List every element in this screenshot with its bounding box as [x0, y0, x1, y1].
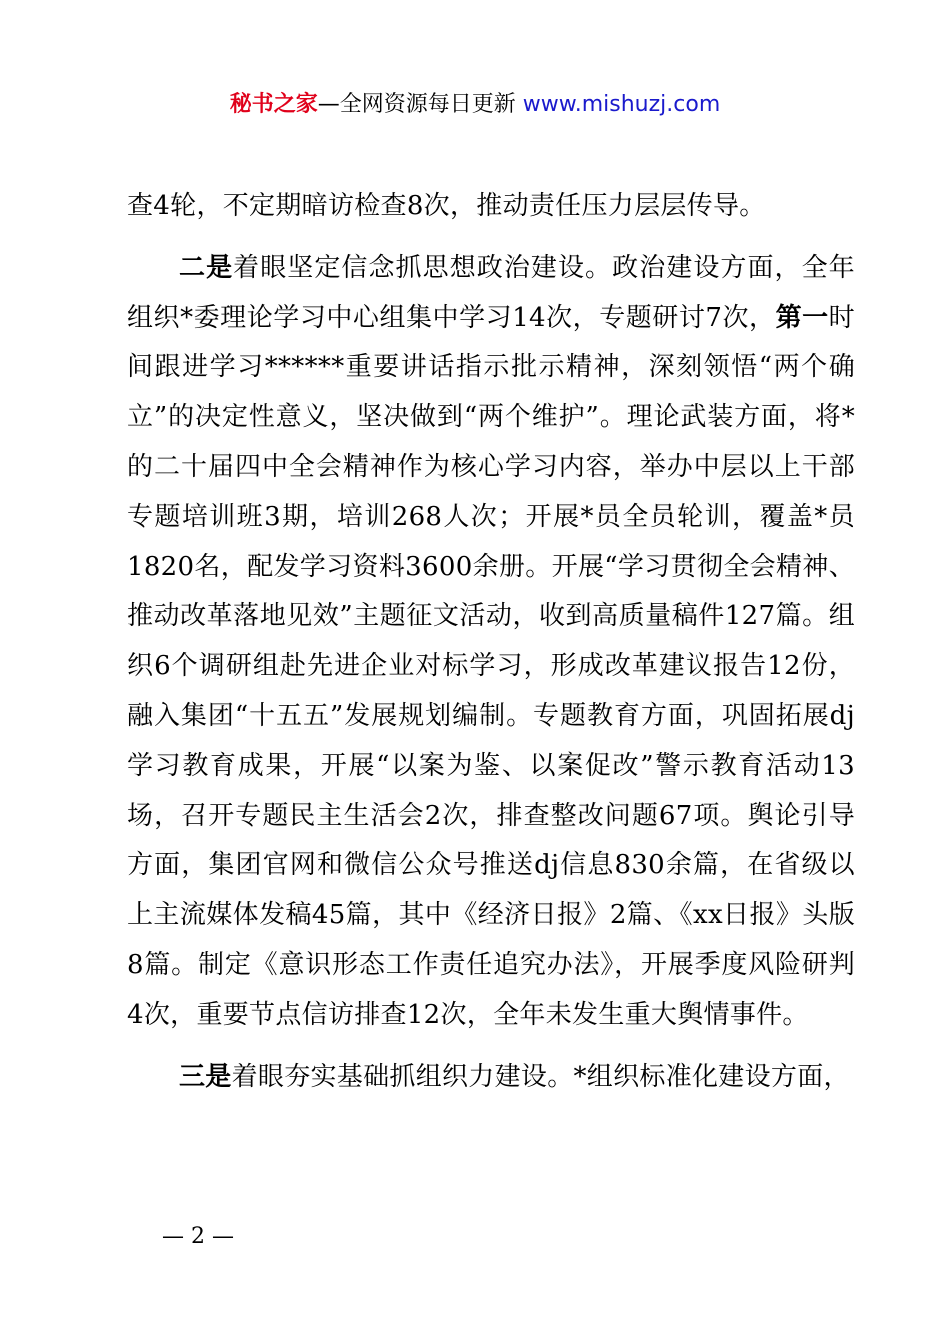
paragraph-ideological-building [127, 244, 855, 1041]
site-tagline: —全网资源每日更新 [317, 92, 523, 117]
site-url-link[interactable]: www.mishuzj.com [522, 92, 721, 117]
site-header [0, 88, 950, 122]
paragraph-continuation-text: 查4轮，不定期暗访检查8次，推动责任压力层层传导。 [127, 191, 766, 221]
paragraph-text-a: 着眼坚定信念抓思想政治建设。政治建设方面，全年组织*委理论学习中心组集中学习14次，专题研讨7次， [127, 252, 855, 333]
paragraph-text-c: 着眼夯实基础抓组织力建设。*组织标准化建设方面， [231, 1061, 850, 1092]
paragraph-continuation [127, 182, 855, 232]
page-number: — 2 — [162, 1224, 234, 1249]
paragraph-lead-second: 二是 [179, 252, 234, 283]
paragraph-organization-building [127, 1053, 855, 1103]
paragraph-bold-first: 第一 [775, 302, 829, 333]
site-brand: 秘书之家 [229, 92, 318, 117]
document-body [127, 182, 855, 1102]
paragraph-text-b: 时间跟进学习******重要讲话指示批示精神，深刻领悟“两个确立”的决定性意义，坚决做到“两个维护”。理论武装方面，将*的二十届四中全会精神作为核心学习内容，举办中层以上干部专题培训班3期，培训268人次；开展*员全员轮训，覆盖*员1820名，配发学习资料3600余册。开展“学习贯彻全会精神、推动改革落地见效”主题征文活动，收到高质量稿件127篇。组织6个调研组赴先进企业对标学习，形成改革建议报告12份，融入集团“十五五”发展规划编制。专题教育方面，巩固拓展dj学习教育成果，开展“以案为鉴、以案促改”警示教育活动13场，召开专题民主生活会2次，排查整改问题67项。舆论引导方面，集团官网和微信公众号推送dj信息830余篇，在省级以上主流媒体发稿45篇，其中《经济日报》2篇、《xx日报》头版8篇。制定《意识形态工作责任追究办法》，开展季度风险研判4次，重要节点信访排查12次，全年未发生重大舆情事件。 [127, 302, 855, 1030]
paragraph-lead-third: 三是 [179, 1061, 232, 1092]
